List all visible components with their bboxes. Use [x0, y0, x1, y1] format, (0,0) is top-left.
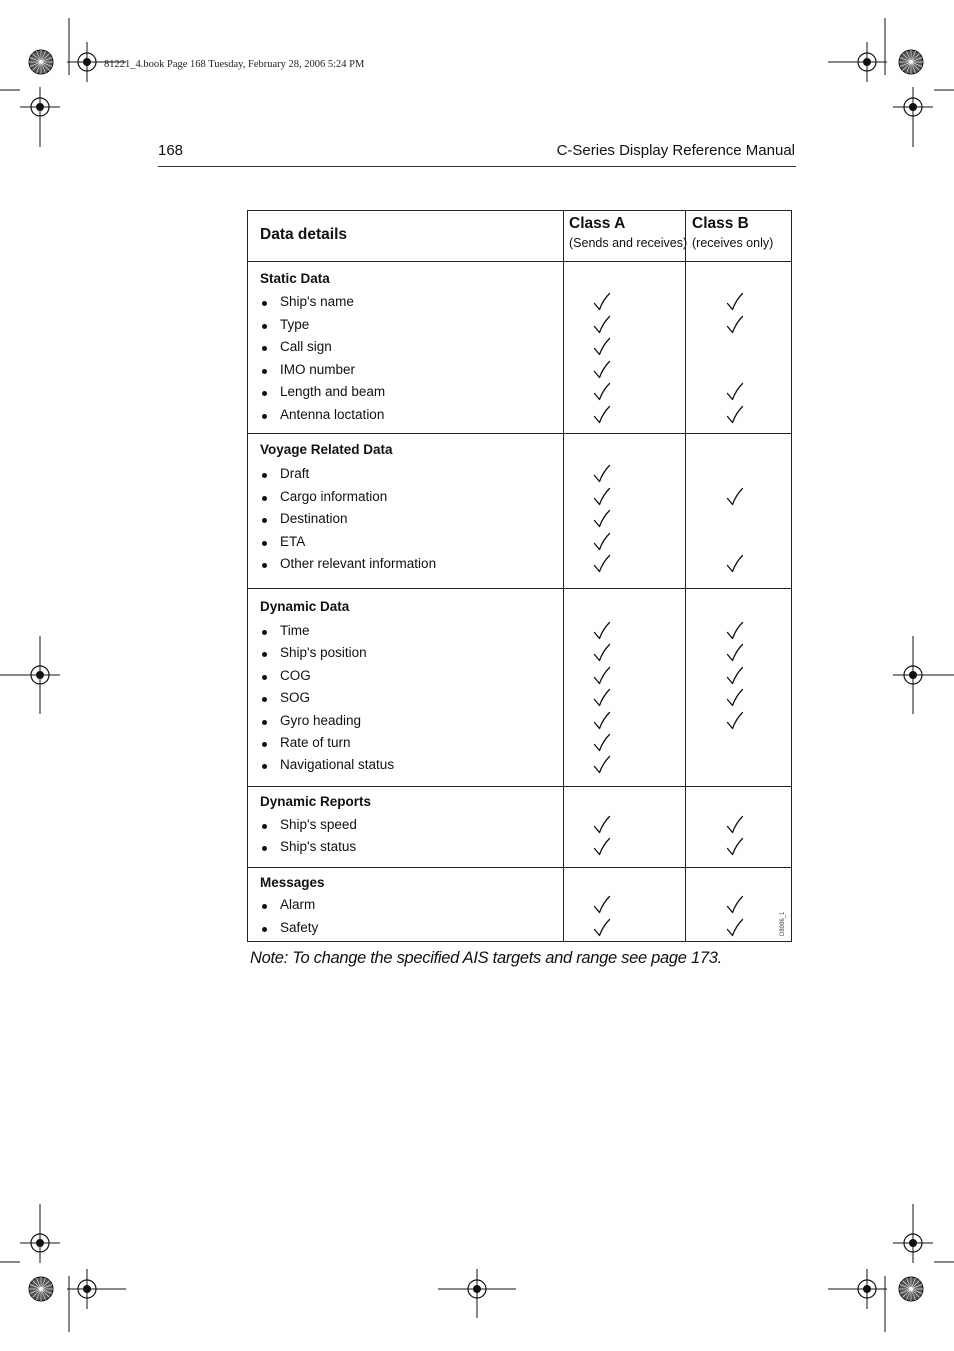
class-b-check-icon	[726, 815, 744, 835]
class-a-check-icon	[593, 464, 611, 484]
class-b-check-icon	[726, 895, 744, 915]
class-a-check-icon	[593, 643, 611, 663]
bullet	[262, 369, 267, 374]
ais-data-table	[247, 210, 792, 942]
section-title: Dynamic Data	[260, 599, 350, 614]
item-label: Gyro heading	[280, 712, 362, 728]
section-divider	[248, 433, 791, 434]
class-a-check-icon	[593, 711, 611, 731]
header-rule	[158, 166, 796, 167]
bullet	[262, 324, 267, 329]
header-class-a-subtitle: (Sends and receives)	[569, 236, 688, 250]
bullet	[262, 630, 267, 635]
section-divider	[248, 867, 791, 868]
page-number: 168	[158, 142, 184, 159]
class-b-check-icon	[726, 554, 744, 574]
section-divider	[248, 588, 791, 589]
item-label: Ship's name	[280, 294, 354, 309]
bullet	[262, 414, 267, 419]
bullet	[262, 473, 267, 478]
bullet	[262, 652, 267, 657]
class-a-check-icon	[593, 688, 611, 708]
item-label: Ship's position	[280, 645, 367, 661]
bullet	[262, 346, 267, 351]
item-label: Length and beam	[280, 384, 386, 400]
class-a-check-icon	[593, 895, 611, 915]
item-label: Alarm	[280, 897, 316, 912]
bullet	[262, 927, 267, 932]
item-label: Destination	[280, 511, 348, 527]
bullet	[262, 496, 267, 501]
class-a-check-icon	[593, 837, 611, 857]
header-class-b-subtitle: (receives only)	[692, 236, 774, 250]
class-a-check-icon	[593, 405, 611, 425]
class-a-check-icon	[593, 733, 611, 753]
item-label: Call sign	[280, 339, 332, 355]
class-a-check-icon	[593, 532, 611, 552]
class-b-check-icon	[726, 643, 744, 663]
bullet	[262, 764, 267, 769]
print-slug: 81221_4.book Page 168 Tuesday, February 28, 2006 5:24 PM	[104, 59, 365, 70]
item-label: SOG	[280, 690, 311, 706]
class-a-check-icon	[593, 337, 611, 357]
column-divider	[563, 211, 564, 941]
class-b-check-icon	[726, 621, 744, 641]
section-title: Messages	[260, 875, 325, 890]
header-class-a: Class A	[569, 215, 626, 232]
class-b-check-icon	[726, 688, 744, 708]
bullet	[262, 720, 267, 725]
item-label: Ship's speed	[280, 817, 357, 832]
figure-code: D8986_1	[780, 911, 786, 936]
class-b-check-icon	[726, 666, 744, 686]
item-label: Other relevant information	[280, 556, 437, 572]
bullet	[262, 904, 267, 909]
section-title: Dynamic Reports	[260, 794, 372, 809]
section-divider	[248, 786, 791, 787]
item-label: Ship's status	[280, 839, 357, 854]
section-title: Static Data	[260, 271, 330, 286]
running-head: C-Series Display Reference Manual	[556, 142, 795, 159]
class-a-check-icon	[593, 382, 611, 402]
bullet	[262, 846, 267, 851]
class-a-check-icon	[593, 755, 611, 775]
class-b-check-icon	[726, 292, 744, 312]
class-a-check-icon	[593, 509, 611, 529]
bullet	[262, 675, 267, 680]
bullet	[262, 541, 267, 546]
class-a-check-icon	[593, 815, 611, 835]
item-label: Draft	[280, 466, 310, 481]
item-label: Navigational status	[280, 757, 395, 773]
class-a-check-icon	[593, 487, 611, 507]
item-label: Type	[280, 316, 310, 332]
item-label: IMO number	[280, 361, 356, 377]
item-label: Safety	[280, 920, 319, 935]
column-divider	[685, 211, 686, 941]
header-class-b: Class B	[692, 215, 749, 232]
bullet	[262, 391, 267, 396]
item-label: Rate of turn	[280, 735, 351, 750]
class-a-check-icon	[593, 554, 611, 574]
note-text: Note: To change the specified AIS targets and range see page 173.	[250, 949, 722, 967]
class-b-check-icon	[726, 382, 744, 402]
class-a-check-icon	[593, 292, 611, 312]
class-a-check-icon	[593, 360, 611, 380]
item-label: Cargo information	[280, 488, 388, 504]
class-a-check-icon	[593, 918, 611, 938]
item-label: ETA	[280, 533, 306, 549]
item-label: Time	[280, 623, 310, 638]
bullet	[262, 697, 267, 702]
bullet	[262, 301, 267, 306]
class-a-check-icon	[593, 315, 611, 335]
bullet	[262, 742, 267, 747]
class-a-check-icon	[593, 621, 611, 641]
item-label: Antenna loctation	[280, 407, 385, 422]
section-divider	[248, 261, 791, 262]
bullet	[262, 824, 267, 829]
bullet	[262, 563, 267, 568]
class-b-check-icon	[726, 837, 744, 857]
bullet	[262, 518, 267, 523]
class-b-check-icon	[726, 918, 744, 938]
section-title: Voyage Related Data	[260, 442, 393, 457]
class-b-check-icon	[726, 711, 744, 731]
class-b-check-icon	[726, 315, 744, 335]
class-b-check-icon	[726, 487, 744, 507]
header-data-details: Data details	[260, 226, 348, 243]
class-a-check-icon	[593, 666, 611, 686]
class-b-check-icon	[726, 405, 744, 425]
item-label: COG	[280, 667, 311, 683]
